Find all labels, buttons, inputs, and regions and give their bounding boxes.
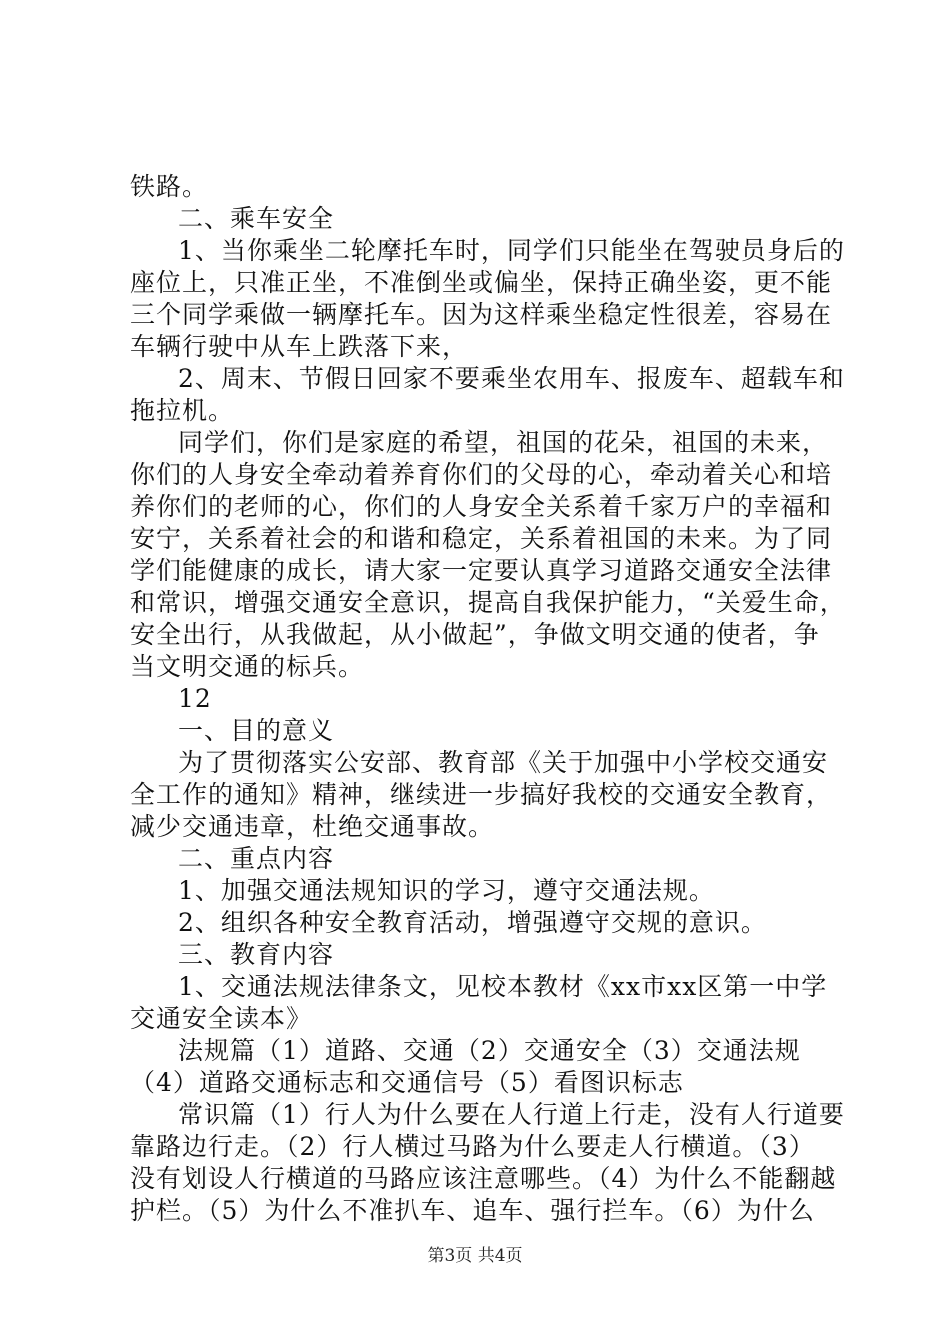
- text-line: 安宁，关系着社会的和谐和稳定，关系着祖国的未来。为了同: [130, 524, 833, 553]
- text-line: 2、周末、节假日回家不要乘坐农用车、报废车、超载车和: [178, 364, 845, 393]
- text-line: 学们能健康的成长，请大家一定要认真学习道路交通安全法律: [130, 556, 833, 585]
- text-line: 全工作的通知》精神，继续进一步搞好我校的交通安全教育，: [130, 780, 833, 809]
- text-line: 没有划设人行横道的马路应该注意哪些。（4）为什么不能翻越: [130, 1164, 837, 1193]
- text-line: 常识篇（1）行人为什么要在人行道上行走，没有人行道要: [178, 1100, 845, 1129]
- text-line: （4）道路交通标志和交通信号（5）看图识标志: [130, 1068, 684, 1097]
- text-line: 12: [178, 684, 212, 713]
- text-line: 养你们的老师的心，你们的人身安全关系着千家万户的幸福和: [130, 492, 833, 521]
- page-number-footer: 第3页 共4页: [427, 1246, 523, 1266]
- text-line: 法规篇（1）道路、交通（2）交通安全（3）交通法规: [178, 1036, 801, 1065]
- text-line: 同学们，你们是家庭的希望，祖国的花朵，祖国的未来，: [178, 428, 829, 457]
- text-line: 三个同学乘做一辆摩托车。因为这样乘坐稳定性很差，容易在: [130, 300, 833, 329]
- section-heading: 二、乘车安全: [178, 204, 335, 233]
- text-line: 减少交通违章，杜绝交通事故。: [130, 812, 495, 841]
- text-line: 车辆行驶中从车上跌落下来，: [130, 332, 469, 361]
- text-line: 拖拉机。: [130, 396, 235, 425]
- text-line: 靠路边行走。（2）行人横过马路为什么要走人行横道。（3）: [130, 1132, 815, 1161]
- text-line: 当文明交通的标兵。: [130, 652, 365, 681]
- text-line: 安全出行，从我做起，从小做起”，争做文明交通的使者，争: [130, 620, 820, 649]
- text-line: 护栏。（5）为什么不准扒车、追车、强行拦车。（6）为什么: [130, 1196, 815, 1225]
- text-line: 1、加强交通法规知识的学习，遵守交通法规。: [178, 876, 715, 905]
- text-line: 1、当你乘坐二轮摩托车时，同学们只能坐在驾驶员身后的: [178, 236, 845, 265]
- text-line: 和常识，增强交通安全意识，提高自我保护能力，“关爱生命，: [130, 588, 846, 617]
- text-line: 交通安全读本》: [130, 1004, 313, 1033]
- section-heading: 一、目的意义: [178, 716, 335, 745]
- text-line: 铁路。: [130, 172, 209, 201]
- text-line: 1、交通法规法律条文，见校本教材《xx市xx区第一中学: [178, 972, 828, 1001]
- text-line: 你们的人身安全牵动着养育你们的父母的心，牵动着关心和培: [130, 460, 833, 489]
- text-line: 2、组织各种安全教育活动，增强遵守交规的意识。: [178, 908, 767, 937]
- section-heading: 三、教育内容: [178, 940, 335, 969]
- text-line: 座位上，只准正坐，不准倒坐或偏坐，保持正确坐姿，更不能: [130, 268, 833, 297]
- section-heading: 二、重点内容: [178, 844, 335, 873]
- text-line: 为了贯彻落实公安部、教育部《关于加强中小学校交通安: [178, 748, 829, 777]
